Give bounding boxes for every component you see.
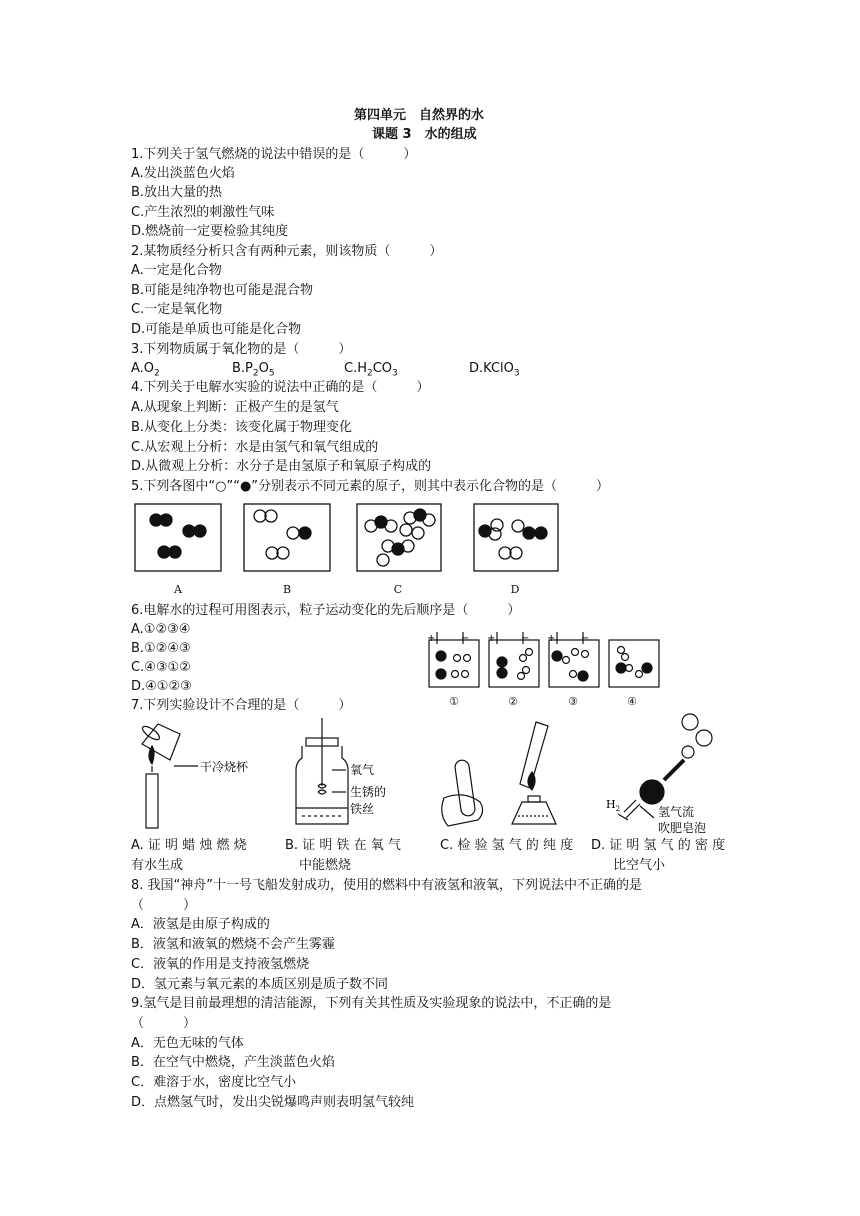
q2-option-b: B.可能是纯净物也可能是混合物 bbox=[131, 283, 314, 298]
q7-label-wire: 铁丝 bbox=[350, 802, 375, 816]
q7-label-oxygen: 氧气 bbox=[350, 763, 375, 777]
q4-option-b: B.从变化上分类：该变化属于物理变化 bbox=[131, 420, 353, 435]
q2-option-a: A.一定是化合物 bbox=[131, 263, 222, 278]
q7-figure-d-bubbles bbox=[600, 710, 730, 836]
unit-title: 第四单元 自然界的水 bbox=[354, 108, 485, 123]
q4-option-d: D.从微观上分析：水分子是由氢原子和氧原子构成的 bbox=[131, 459, 432, 474]
q6-plus-1: + bbox=[427, 633, 436, 644]
q7-label-h2: $H_2$ bbox=[606, 798, 621, 813]
q5-label-b: B bbox=[282, 583, 292, 596]
q7-option-d: D. 证 明 氢 气 的 密 度 比空气小 bbox=[591, 838, 726, 873]
q9-blank: （ ） bbox=[131, 1016, 197, 1031]
q5-box-a bbox=[135, 504, 221, 571]
q7-stem: 7.下列实验设计不合理的是（ ） bbox=[131, 698, 352, 713]
q8-option-d: D．氢元素与氧元素的本质区别是质子数不同 bbox=[131, 977, 389, 992]
q3-option-a: $A.O_2$ bbox=[131, 361, 160, 379]
q5-label-c: C bbox=[393, 583, 403, 596]
q6-electrolysis-figure bbox=[425, 630, 665, 692]
q4-option-c: C.从宏观上分析：水是由氢气和氧气组成的 bbox=[131, 440, 379, 455]
q7-option-b: B. 证 明 铁 在 氧 气 中能燃烧 bbox=[285, 838, 401, 873]
q5-box-b bbox=[244, 504, 330, 571]
q5-label-d: D bbox=[510, 583, 520, 596]
q6-option-a: A.①②③④ bbox=[131, 622, 191, 637]
q5-stem: 5.下列各图中“○”“●”分别表示不同元素的原子，则其中表示化合物的是（ ） bbox=[131, 479, 610, 494]
q6-option-d: D.④①②③ bbox=[131, 679, 192, 694]
q2-option-c: C.一定是氧化物 bbox=[131, 302, 223, 317]
q3-option-c: $C.H_2CO_3$ bbox=[344, 361, 398, 379]
q6-option-c: C.④③①② bbox=[131, 660, 191, 675]
q7-option-c: C. 检 验 氢 气 的 纯 度 bbox=[440, 838, 574, 853]
q6-minus-1: − bbox=[461, 633, 470, 644]
q9-option-d: D．点燃氢气时，发出尖锐爆鸣声则表明氢气较纯 bbox=[131, 1095, 415, 1110]
q1-option-a: A.发出淡蓝色火焰 bbox=[131, 166, 235, 181]
q9-option-a: A．无色无味的气体 bbox=[131, 1036, 244, 1051]
q8-stem: 8. 我国“神舟”十一号飞船发射成功，使用的燃料中有液氢和液氧，下列说法中不正确的是 bbox=[131, 878, 643, 893]
q3-option-d: D.KClO$_3$ bbox=[469, 361, 520, 379]
q7-figure-a-candle bbox=[128, 716, 278, 834]
q2-option-d: D.可能是单质也可能是化合物 bbox=[131, 322, 302, 337]
q6-label-4: ④ bbox=[627, 695, 637, 708]
q6-label-1: ① bbox=[449, 695, 459, 708]
q4-stem: 4.下列关于电解水实验的说法中正确的是（ ） bbox=[131, 380, 430, 395]
q6-plus-3: + bbox=[547, 633, 556, 644]
q7-figure-c-test-tube bbox=[438, 718, 568, 834]
q1-option-b: B.放出大量的热 bbox=[131, 185, 223, 200]
q9-option-c: C．难溶于水，密度比空气小 bbox=[131, 1075, 297, 1090]
q1-stem: 1.下列关于氢气燃烧的说法中错误的是（ ） bbox=[131, 147, 417, 162]
q8-option-c: C．液氧的作用是支持液氢燃烧 bbox=[131, 957, 310, 972]
q6-option-b: B.①②④③ bbox=[131, 641, 191, 656]
q6-stem: 6.电解水的过程可用图表示，粒子运动变化的先后顺序是（ ） bbox=[131, 603, 521, 618]
q6-plus-2: + bbox=[487, 633, 496, 644]
q7-label-soap-bubble: 吹肥皂泡 bbox=[658, 821, 707, 835]
q8-blank: （ ） bbox=[131, 898, 197, 913]
q6-label-3: ③ bbox=[568, 695, 578, 708]
q6-minus-2: − bbox=[521, 633, 530, 644]
q7-label-cold-beaker: 干冷烧杯 bbox=[200, 760, 249, 774]
q7-option-a: A. 证 明 蜡 烛 燃 烧 有水生成 bbox=[131, 838, 247, 873]
q7-label-rusty: 生锈的 bbox=[350, 785, 387, 799]
q4-option-a: A.从现象上判断：正极产生的是氢气 bbox=[131, 400, 339, 415]
q1-option-d: D.燃烧前一定要检验其纯度 bbox=[131, 224, 289, 239]
q5-label-a: A bbox=[174, 583, 182, 596]
q6-label-2: ② bbox=[508, 695, 518, 708]
lesson-title: 课题 3 水的组成 bbox=[372, 127, 477, 142]
q7-label-hydrogen-flow: 氢气流 bbox=[658, 805, 695, 819]
q2-stem: 2.某物质经分析只含有两种元素，则该物质（ ） bbox=[131, 244, 443, 259]
q8-option-a: A．液氢是由原子构成的 bbox=[131, 917, 270, 932]
q7-figure-b-jar bbox=[292, 716, 422, 834]
q9-option-b: B．在空气中燃烧，产生淡蓝色火焰 bbox=[131, 1055, 335, 1070]
q6-minus-3: − bbox=[581, 633, 590, 644]
q9-stem: 9.氢气是目前最理想的清洁能源，下列有关其性质及实验现象的说法中，不正确的是 bbox=[131, 996, 612, 1011]
q3-stem: 3.下列物质属于氧化物的是（ ） bbox=[131, 342, 352, 357]
q3-option-b: $B.P_2O_5$ bbox=[232, 361, 275, 379]
q8-option-b: B．液氢和液氧的燃烧不会产生雾霾 bbox=[131, 937, 335, 952]
q1-option-c: C.产生浓烈的刺激性气味 bbox=[131, 205, 275, 220]
